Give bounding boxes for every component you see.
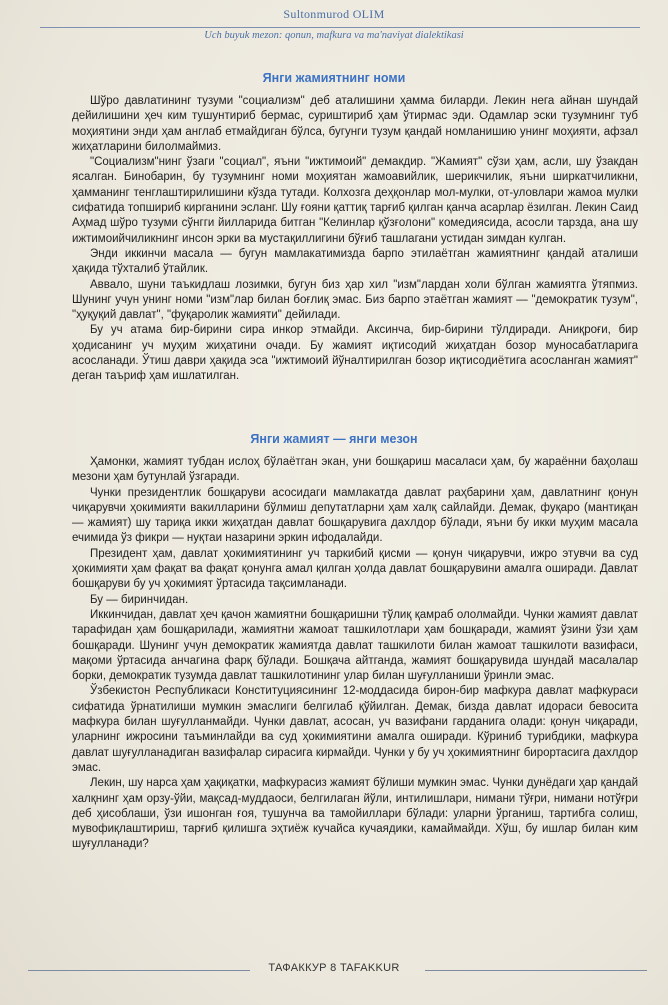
- section-title-new-society-new-criterion: Янги жамият — янги мезон: [250, 432, 418, 446]
- paragraph: Аввало, шуни таъкидлаш лозимки, бугун биз ҳар хил "изм"лардан холи бўлган жамиятга ўтяпмиз. Шунинг учун унинг номи "изм"лар билан боғлиқ эмас. Биз барпо этаётган жамият — "демократик тузум", "ҳуқуқий давлат", "фуқаролик жамияти" дейилади.: [72, 278, 638, 322]
- running-header-author: Sultonmurod OLIM: [283, 7, 385, 21]
- paragraph: Лекин, шу нарса ҳам ҳақиқатки, мафкурасиз жамият бўлиши мумкин эмас. Чунки дунёдаги ҳар қандай халқнинг ҳам орзу-ўйи, мақсад-муддаоси, белгилаган йўли, интилишлари, нимани тўғри, нимани нотўғри деб ҳисоблаши, ўзи ишонган ғоя, тушунча ва тамойиллари бўлади: уларни ўрганиш, тартибга солиш, мувофиқлаштириш, тарғиб қилишга эҳтиёж кучайса кучаядики, камаймайди. Хўш, бу ишлар билан ким шуғулланади?: [72, 777, 638, 851]
- paragraph: Ўзбекистон Республикаси Конституциясининг 12-моддасида бирон-бир мафкура давлат мафкураси сифатида ўрнатилиши мумкин эмаслиги белгилаб қўйилган. Демак, бизда давлат идораси бевосита мафкура билан шуғулланмайди. Чунки давлат, асосан, уч вазифани гарданига олади: қонун чиқаради, уларнинг ижросини таъминлайди ва суд ҳокимиятини амалга оширади. Кўриниб турибдики, мафкура давлат шуғулланадиган вазифалар сирасига кирмайди. Чунки у бу уч ҳокимиятнинг бирортасига дахлдор эмас.: [72, 685, 638, 774]
- paragraph: "Социализм"нинг ўзаги "социал", яъни "ижтимоий" демакдир. "Жамият" сўзи ҳам, асли, шу ўзакдан ясалган. Бинобарин, бу тузумнинг номи моҳиятан жамоавийлик, шерикчилик, яъни ширкатчиликни, ҳамманинг тенглаштирилишини кўзда тутади. Колхозга деҳқонлар мол-мулки, от-уловлари жамоа мулки сифатида топшириб кирганини эсланг. Шу ғояни қаттиқ тарғиб қилган қанча асарлар ёзилган. Лекин Саид Аҳмад шўро тузуми сўнгги йилларида битган "Келинлар қўзғолони" комедиясида, асосли тарзда, ана шу ижтимоийчиликнинг инсон эрки ва мустақиллигини бўғиб ташлагани устидан зимдан кулган.: [72, 156, 638, 245]
- page-footer: ТАФАККУР 8 TAFAKKUR: [268, 962, 400, 974]
- section-title-new-society-name: Янги жамиятнинг номи: [262, 71, 406, 85]
- paragraph: Ҳамонки, жамият тубдан ислоҳ бўлаётган экан, уни бошқариш масаласи ҳам, бу жараённи баҳолаш мезони ҳам бутунлай ўзгаради.: [72, 456, 638, 484]
- paragraph: Иккинчидан, давлат ҳеч қачон жамиятни бошқаришни тўлиқ қамраб ололмайди. Чунки жамият давлат тарафидан ҳам бошқарилади, жамиятни жамоат ташкилотлари ҳам бошқаради, жамият ўзини ўзи ҳам бошқаради. Шунинг учун демократик жамиятда давлат ташкилоти билан жамоат ташкилоти вазифаси, мақоми ўртасида анчагина фарқ бўлади. Бошқача айтганда, жамият бошқарувида шундай масалалар борки, демократик тузумда давлат ташкилотининг улар билан шуғулланиши ўринли эмас.: [72, 608, 638, 683]
- paragraph: Президент ҳам, давлат ҳокимиятининг уч таркибий қисми — қонун чиқарувчи, ижро этувчи ва суд ҳокимияти ҳам фақат ва фақат қонунга амал қилган ҳолда давлат бошқарувини амалга оширади. Давлат бошқаруви бу уч ҳокимият ўртасида тақсимланади.: [72, 547, 638, 591]
- paragraph: Энди иккинчи масала — бугун мамлакатимизда барпо этилаётган жамиятнинг қандай аталиши ҳақида тўхталиб ўтайлик.: [72, 247, 638, 276]
- paragraph: Бу — биринчидан.: [90, 593, 189, 606]
- header-divider: [40, 27, 640, 28]
- paragraph: Чунки президентлик бошқаруви асосидаги мамлакатда давлат раҳбарини ҳам, давлатнинг қонун чиқарувчи ҳокимияти вакилларини бўлмиш депутатларни ҳам халқ сайлайди. Демак, фуқаро (мантиқан — жамият) шу тариқа икки жиҳатдан давлат бошқарувига дахлдор бўлади, яъни бу икки муҳим масала ечимида ўз фикри — нуқтаи назарини эркин ифодалайди.: [72, 486, 638, 545]
- section-body-new-society-name: [72, 94, 638, 385]
- paragraph: Шўро давлатининг тузуми "социализм" деб аталишини ҳамма биларди. Лекин нега айнан шундай дейилишини ҳеч ким тушунтириб бермас, суриштириб ҳам ўтирмас эди. Одамлар эски тузумнинг туб моҳиятини энди ҳам англаб етмайдиган бўлса, бугунги тузум қандай номланишию унинг моҳияти, афзал жиҳатларини билолмаймиз.: [72, 95, 638, 153]
- section-body-new-criterion: [72, 455, 638, 853]
- running-header-subtitle: Uch buyuk mezon: qonun, mafkura va ma'naviyat dialektikasi: [204, 30, 464, 41]
- paragraph: Бу уч атама бир-бирини сира инкор этмайди. Аксинча, бир-бирини тўлдиради. Аниқроғи, бир ҳодисанинг уч муҳим жиҳатини очади. Бу жамият иқтисодий жиҳатдан бозор муносабатларига асосланади. Ўтиш даври ҳақида эса "ижтимоий йўналтирилган бозор иқтисодиётига асосланган жамият" деган таъриф ҳам ишлатилган.: [72, 324, 638, 383]
